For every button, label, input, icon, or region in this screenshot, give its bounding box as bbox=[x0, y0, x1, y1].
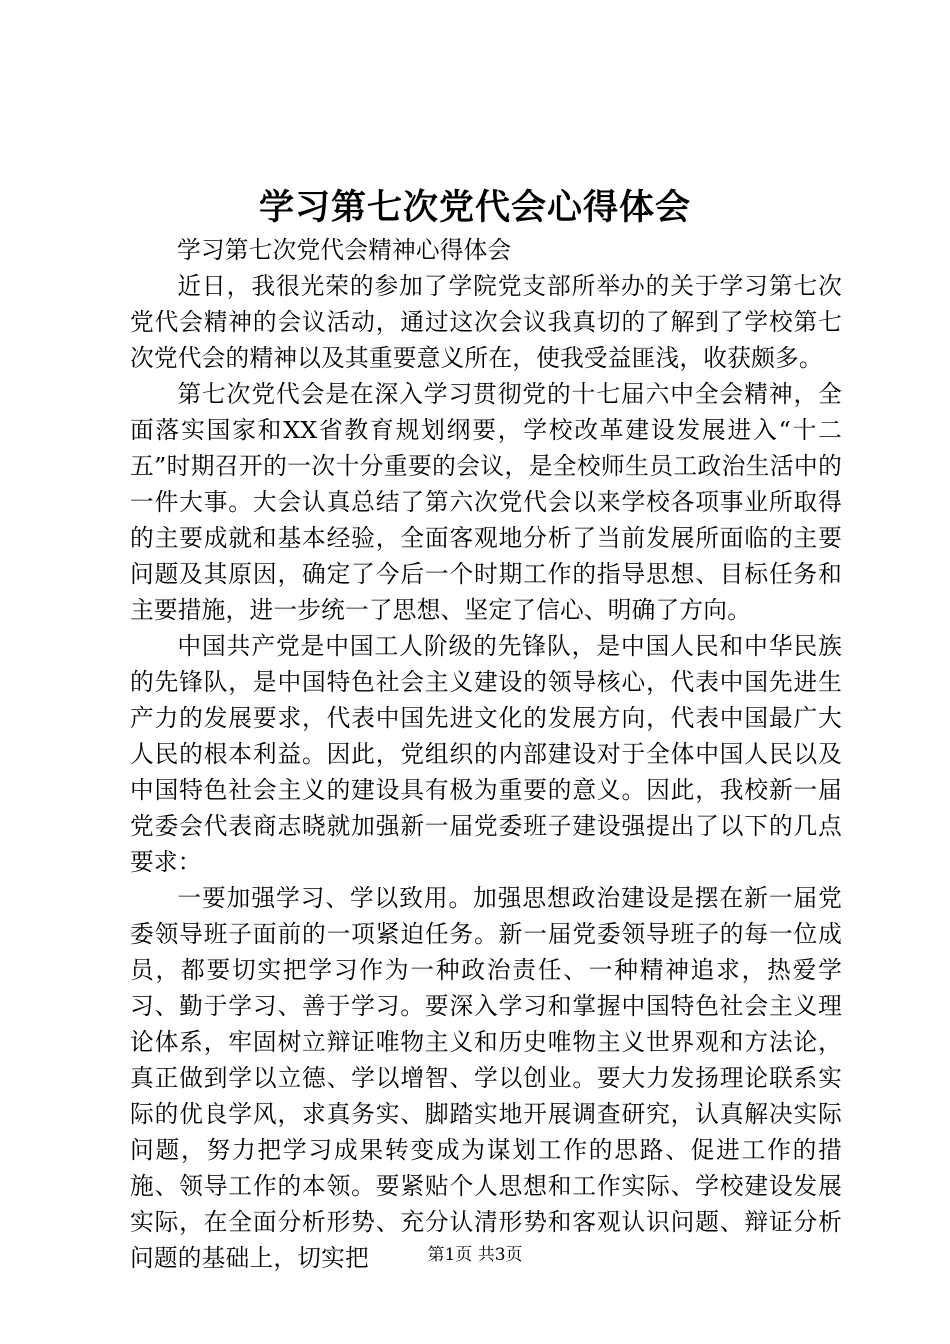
document-subtitle: 学习第七次党代会精神心得体会 bbox=[177, 236, 512, 264]
page-number-footer: 第1页 共3页 bbox=[427, 1245, 523, 1265]
paragraph-1: 近日，我很光荣的参加了学院党支部所举办的关于学习第七次党代会精神的会议活动，通过这次会议我真切的了解到了学校第七次党代会的精神以及其重要意义所在，使我受益匪浅，收获颇多。 bbox=[130, 272, 842, 372]
document-body bbox=[130, 232, 842, 1276]
paragraph-2: 第七次党代会是在深入学习贯彻党的十七届六中全会精神，全面落实国家和XX省教育规划纲要，学校改革建设发展进入“十二五”时期召开的一次十分重要的会议，是全校师生员工政治生活中的一件大事。大会认真总结了第六次党代会以来学校各项事业所取得的主要成就和基本经验，全面客观地分析了当前发展所面临的主要问题及其原因，确定了今后一个时期工作的指导思想、目标任务和主要措施，进一步统一了思想、坚定了信心、明确了方向。 bbox=[130, 380, 842, 624]
paragraph-3: 中国共产党是中国工人阶级的先锋队，是中国人民和中华民族的先锋队，是中国特色社会主义建设的领导核心，代表中国先进生产力的发展要求，代表中国先进文化的发展方向，代表中国最广大人民的根本利益。因此，党组织的内部建设对于全体中国人民以及中国特色社会主义的建设具有极为重要的意义。因此，我校新一届党委会代表商志晓就加强新一届党委班子建设强提出了以下的几点要求： bbox=[130, 632, 842, 876]
document-title: 学习第七次党代会心得体会 bbox=[258, 187, 691, 228]
paragraph-4: 一要加强学习、学以致用。加强思想政治建设是摆在新一届党委领导班子面前的一项紧迫任务。新一届党委领导班子的每一位成员，都要切实把学习作为一种政治责任、一种精神追求，热爱学习、勤于学习、善于学习。要深入学习和掌握中国特色社会主义理论体系，牢固树立辩证唯物主义和历史唯物主义世界观和方法论，真正做到学以立德、学以增智、学以创业。要大力发扬理论联系实际的优良学风，求真务实、脚踏实地开展调查研究，认真解决实际问题，努力把学习成果转变成为谋划工作的思路、促进工作的措施、领导工作的本领。要紧贴个人思想和工作实际、学校建设发展实际，在全面分析形势、充分认清形势和客观认识问题、辩证分析问题的基础上，切实把 bbox=[130, 884, 842, 1272]
